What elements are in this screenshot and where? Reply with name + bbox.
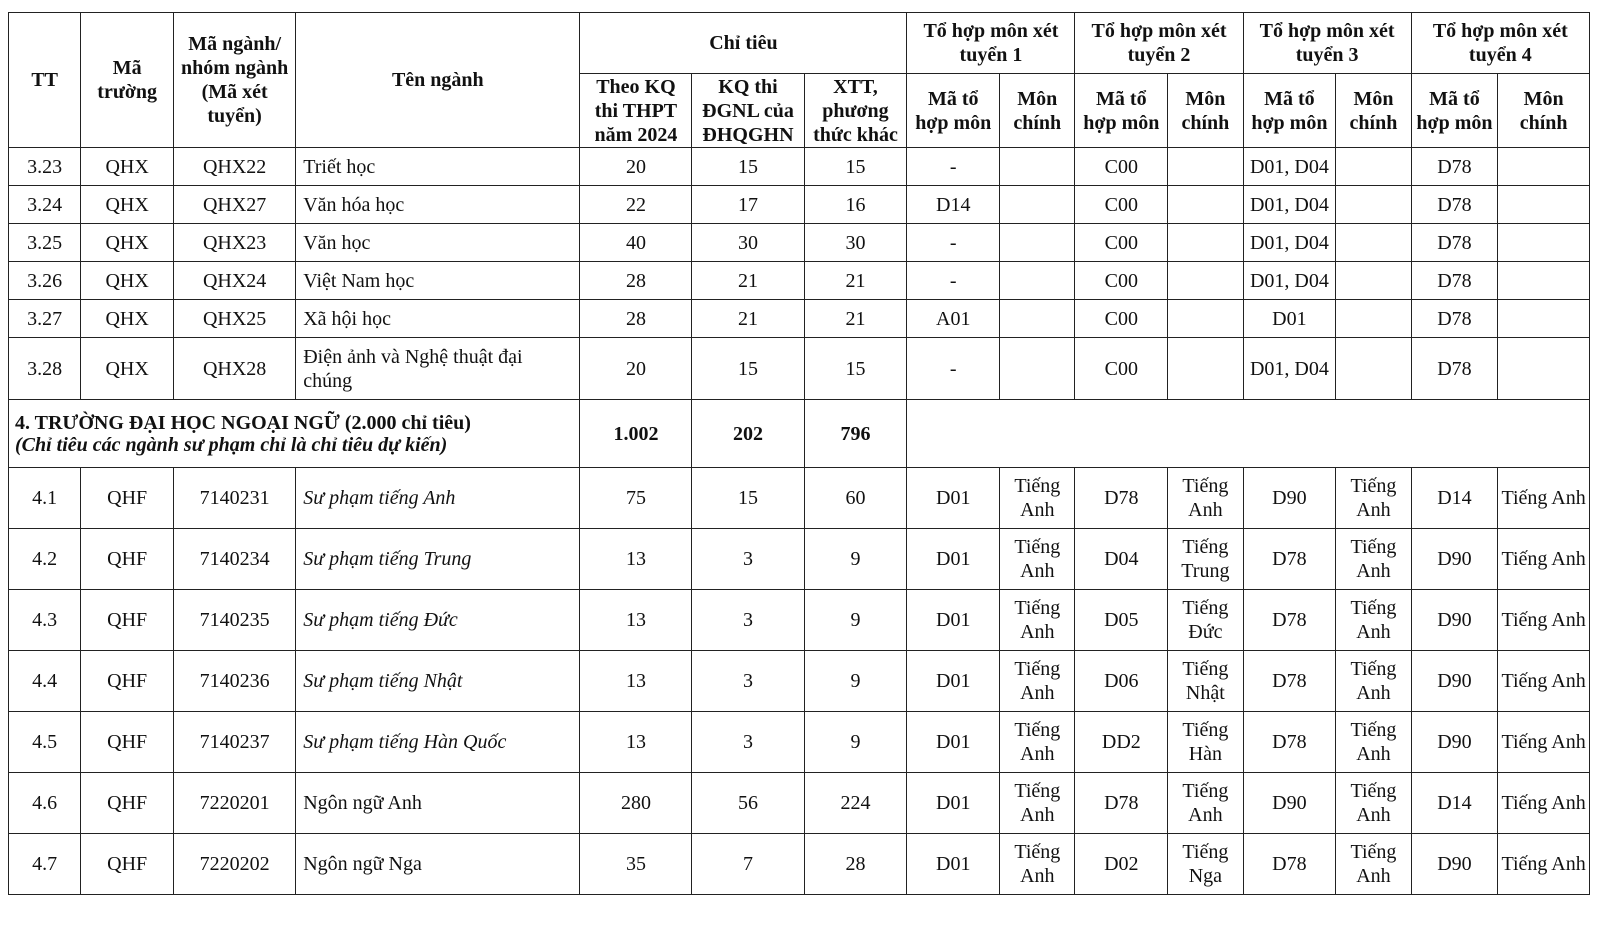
cell-thpt: 280	[580, 773, 692, 834]
cell-thpt: 35	[580, 834, 692, 895]
section-title-cell	[9, 400, 580, 468]
cell-th1: A01	[907, 300, 1000, 338]
cell-xtt: 9	[804, 651, 907, 712]
cell-xtt: 15	[804, 338, 907, 400]
cell-xtt: 21	[804, 300, 907, 338]
cell-mc3	[1336, 148, 1411, 186]
cell-truong: QHF	[81, 529, 174, 590]
cell-thpt: 40	[580, 224, 692, 262]
cell-tt: 3.23	[9, 148, 81, 186]
table-body	[9, 148, 1590, 895]
table-row	[9, 529, 1590, 590]
table-row	[9, 590, 1590, 651]
cell-mc3: Tiếng Anh	[1336, 834, 1411, 895]
cell-ten: Sư phạm tiếng Trung	[296, 529, 580, 590]
cell-ten: Văn học	[296, 224, 580, 262]
cell-th2: C00	[1075, 224, 1168, 262]
cell-mc4	[1498, 224, 1590, 262]
header-mon-chinh-1: Môn chính	[1000, 74, 1075, 148]
cell-thpt: 13	[580, 590, 692, 651]
cell-th2: D06	[1075, 651, 1168, 712]
cell-th3: D90	[1243, 468, 1336, 529]
cell-tt: 4.7	[9, 834, 81, 895]
cell-thpt: 28	[580, 262, 692, 300]
cell-mc4: Tiếng Anh	[1498, 590, 1590, 651]
cell-ma: QHX27	[174, 186, 296, 224]
cell-ten: Sư phạm tiếng Hàn Quốc	[296, 712, 580, 773]
admission-quota-document	[8, 12, 1590, 895]
cell-ma: 7140231	[174, 468, 296, 529]
cell-th2: D04	[1075, 529, 1168, 590]
cell-mc1: Tiếng Anh	[1000, 834, 1075, 895]
cell-th4: D14	[1411, 773, 1498, 834]
cell-mc2	[1168, 224, 1243, 262]
section-empty	[907, 400, 1590, 468]
cell-th2: D05	[1075, 590, 1168, 651]
cell-mc2: Tiếng Anh	[1168, 773, 1243, 834]
cell-mc2	[1168, 262, 1243, 300]
cell-xtt: 9	[804, 712, 907, 773]
cell-dgnl: 15	[692, 468, 804, 529]
cell-th1: -	[907, 262, 1000, 300]
cell-mc3: Tiếng Anh	[1336, 529, 1411, 590]
cell-th3: D78	[1243, 712, 1336, 773]
cell-mc1: Tiếng Anh	[1000, 590, 1075, 651]
cell-ten: Điện ảnh và Nghệ thuật đại chúng	[296, 338, 580, 400]
cell-mc1: Tiếng Anh	[1000, 712, 1075, 773]
cell-th4: D78	[1411, 224, 1498, 262]
cell-mc3	[1336, 338, 1411, 400]
cell-xtt: 21	[804, 262, 907, 300]
cell-ten: Sư phạm tiếng Đức	[296, 590, 580, 651]
cell-tt: 3.28	[9, 338, 81, 400]
cell-th1: D01	[907, 773, 1000, 834]
cell-mc2: Tiếng Nhật	[1168, 651, 1243, 712]
cell-tt: 4.4	[9, 651, 81, 712]
cell-mc1: Tiếng Anh	[1000, 773, 1075, 834]
cell-mc2: Tiếng Anh	[1168, 468, 1243, 529]
cell-tt: 4.5	[9, 712, 81, 773]
cell-ten: Văn hóa học	[296, 186, 580, 224]
cell-ten: Triết học	[296, 148, 580, 186]
table-row	[9, 186, 1590, 224]
cell-th3: D01, D04	[1243, 338, 1336, 400]
cell-truong: QHX	[81, 148, 174, 186]
cell-truong: QHX	[81, 262, 174, 300]
cell-th3: D01, D04	[1243, 148, 1336, 186]
cell-tt: 3.26	[9, 262, 81, 300]
cell-mc4: Tiếng Anh	[1498, 834, 1590, 895]
cell-th2: D78	[1075, 468, 1168, 529]
cell-mc1	[1000, 300, 1075, 338]
cell-ma: QHX28	[174, 338, 296, 400]
cell-th3: D78	[1243, 651, 1336, 712]
cell-th1: -	[907, 224, 1000, 262]
cell-mc2: Tiếng Trung	[1168, 529, 1243, 590]
cell-th1: D14	[907, 186, 1000, 224]
cell-mc3	[1336, 262, 1411, 300]
header-ma-to-hop-4: Mã tổ hợp môn	[1411, 74, 1498, 148]
header-to-hop-2: Tổ hợp môn xét tuyển 2	[1075, 13, 1243, 74]
header-ma-to-hop-1: Mã tổ hợp môn	[907, 74, 1000, 148]
cell-th3: D90	[1243, 773, 1336, 834]
cell-th4: D78	[1411, 186, 1498, 224]
cell-th3: D01, D04	[1243, 186, 1336, 224]
cell-th3: D01, D04	[1243, 262, 1336, 300]
cell-mc1	[1000, 148, 1075, 186]
table-row	[9, 148, 1590, 186]
cell-ma: QHX24	[174, 262, 296, 300]
header-mon-chinh-3: Môn chính	[1336, 74, 1411, 148]
cell-tt: 4.2	[9, 529, 81, 590]
cell-mc1: Tiếng Anh	[1000, 529, 1075, 590]
cell-th1: D01	[907, 468, 1000, 529]
cell-thpt: 20	[580, 338, 692, 400]
cell-ma: QHX25	[174, 300, 296, 338]
header-mon-chinh-2: Môn chính	[1168, 74, 1243, 148]
cell-dgnl: 21	[692, 262, 804, 300]
cell-th2: C00	[1075, 300, 1168, 338]
cell-mc2	[1168, 338, 1243, 400]
cell-th1: D01	[907, 712, 1000, 773]
section-thpt: 1.002	[580, 400, 692, 468]
cell-mc3: Tiếng Anh	[1336, 651, 1411, 712]
cell-thpt: 13	[580, 712, 692, 773]
cell-ma: 7140236	[174, 651, 296, 712]
cell-th3: D01	[1243, 300, 1336, 338]
cell-th1: D01	[907, 651, 1000, 712]
header-tt: TT	[9, 13, 81, 148]
cell-th4: D78	[1411, 262, 1498, 300]
cell-th2: C00	[1075, 148, 1168, 186]
cell-dgnl: 3	[692, 651, 804, 712]
cell-xtt: 30	[804, 224, 907, 262]
cell-xtt: 28	[804, 834, 907, 895]
cell-truong: QHF	[81, 773, 174, 834]
cell-th2: C00	[1075, 262, 1168, 300]
cell-truong: QHX	[81, 300, 174, 338]
cell-tt: 4.6	[9, 773, 81, 834]
cell-truong: QHF	[81, 468, 174, 529]
cell-mc2	[1168, 300, 1243, 338]
table-row	[9, 338, 1590, 400]
cell-xtt: 60	[804, 468, 907, 529]
cell-dgnl: 15	[692, 148, 804, 186]
header-ma-nganh: Mã ngành/ nhóm ngành (Mã xét tuyển)	[174, 13, 296, 148]
cell-ten: Việt Nam học	[296, 262, 580, 300]
cell-ma: QHX22	[174, 148, 296, 186]
cell-mc4: Tiếng Anh	[1498, 529, 1590, 590]
cell-mc3	[1336, 224, 1411, 262]
cell-thpt: 13	[580, 529, 692, 590]
cell-truong: QHF	[81, 712, 174, 773]
cell-xtt: 16	[804, 186, 907, 224]
cell-tt: 3.25	[9, 224, 81, 262]
cell-dgnl: 30	[692, 224, 804, 262]
cell-tt: 3.27	[9, 300, 81, 338]
cell-thpt: 75	[580, 468, 692, 529]
cell-ma: 7140234	[174, 529, 296, 590]
cell-th1: -	[907, 148, 1000, 186]
header-to-hop-3: Tổ hợp môn xét tuyển 3	[1243, 13, 1411, 74]
cell-th2: D78	[1075, 773, 1168, 834]
table-header	[9, 13, 1590, 148]
table-row	[9, 834, 1590, 895]
cell-th2: C00	[1075, 338, 1168, 400]
cell-truong: QHF	[81, 834, 174, 895]
cell-mc4: Tiếng Anh	[1498, 651, 1590, 712]
cell-xtt: 9	[804, 529, 907, 590]
cell-dgnl: 3	[692, 712, 804, 773]
header-ma-to-hop-3: Mã tổ hợp môn	[1243, 74, 1336, 148]
cell-th3: D78	[1243, 529, 1336, 590]
section-xtt: 796	[804, 400, 907, 468]
cell-dgnl: 17	[692, 186, 804, 224]
header-theo-kq-thpt: Theo KQ thi THPT năm 2024	[580, 74, 692, 148]
cell-mc1	[1000, 224, 1075, 262]
cell-mc2: Tiếng Hàn	[1168, 712, 1243, 773]
cell-ma: 7220202	[174, 834, 296, 895]
cell-ten: Sư phạm tiếng Nhật	[296, 651, 580, 712]
cell-th4: D78	[1411, 338, 1498, 400]
cell-mc4	[1498, 262, 1590, 300]
table-row	[9, 468, 1590, 529]
section-note: (Chỉ tiêu các ngành sư phạm chỉ là chỉ tiêu dự kiến)	[15, 433, 448, 456]
section-row	[9, 400, 1590, 468]
cell-th1: -	[907, 338, 1000, 400]
cell-th2: D02	[1075, 834, 1168, 895]
cell-th1: D01	[907, 834, 1000, 895]
cell-ma: 7140237	[174, 712, 296, 773]
header-ma-truong: Mã trường	[81, 13, 174, 148]
cell-truong: QHX	[81, 186, 174, 224]
cell-xtt: 9	[804, 590, 907, 651]
cell-thpt: 20	[580, 148, 692, 186]
cell-ma: QHX23	[174, 224, 296, 262]
header-mon-chinh-4: Môn chính	[1498, 74, 1590, 148]
header-kq-dgnl: KQ thi ĐGNL của ĐHQGHN	[692, 74, 804, 148]
cell-ma: 7220201	[174, 773, 296, 834]
cell-dgnl: 3	[692, 590, 804, 651]
cell-mc2: Tiếng Đức	[1168, 590, 1243, 651]
table-row	[9, 300, 1590, 338]
cell-th3: D01, D04	[1243, 224, 1336, 262]
cell-th1: D01	[907, 529, 1000, 590]
cell-mc4: Tiếng Anh	[1498, 712, 1590, 773]
cell-mc1: Tiếng Anh	[1000, 468, 1075, 529]
cell-mc1	[1000, 262, 1075, 300]
cell-mc4	[1498, 186, 1590, 224]
cell-th4: D90	[1411, 834, 1498, 895]
cell-mc3: Tiếng Anh	[1336, 712, 1411, 773]
cell-tt: 3.24	[9, 186, 81, 224]
cell-mc4	[1498, 148, 1590, 186]
cell-th1: D01	[907, 590, 1000, 651]
cell-thpt: 28	[580, 300, 692, 338]
table-row	[9, 773, 1590, 834]
cell-xtt: 15	[804, 148, 907, 186]
cell-mc2	[1168, 186, 1243, 224]
cell-mc3: Tiếng Anh	[1336, 468, 1411, 529]
cell-th3: D78	[1243, 834, 1336, 895]
cell-th2: DD2	[1075, 712, 1168, 773]
cell-dgnl: 21	[692, 300, 804, 338]
table-row	[9, 262, 1590, 300]
cell-th4: D90	[1411, 712, 1498, 773]
cell-thpt: 13	[580, 651, 692, 712]
section-title: 4. TRƯỜNG ĐẠI HỌC NGOẠI NGỮ (2.000 chỉ tiêu)	[15, 411, 471, 434]
header-to-hop-1: Tổ hợp môn xét tuyển 1	[907, 13, 1075, 74]
cell-mc1	[1000, 338, 1075, 400]
cell-ma: 7140235	[174, 590, 296, 651]
cell-mc3: Tiếng Anh	[1336, 590, 1411, 651]
cell-ten: Ngôn ngữ Nga	[296, 834, 580, 895]
cell-th4: D14	[1411, 468, 1498, 529]
cell-mc2	[1168, 148, 1243, 186]
cell-truong: QHF	[81, 651, 174, 712]
cell-th2: C00	[1075, 186, 1168, 224]
cell-dgnl: 56	[692, 773, 804, 834]
cell-xtt: 224	[804, 773, 907, 834]
cell-mc1	[1000, 186, 1075, 224]
header-to-hop-4: Tổ hợp môn xét tuyển 4	[1411, 13, 1589, 74]
cell-mc4: Tiếng Anh	[1498, 468, 1590, 529]
cell-tt: 4.1	[9, 468, 81, 529]
cell-th4: D90	[1411, 651, 1498, 712]
cell-ten: Sư phạm tiếng Anh	[296, 468, 580, 529]
table-row	[9, 651, 1590, 712]
cell-truong: QHF	[81, 590, 174, 651]
cell-th4: D90	[1411, 529, 1498, 590]
header-ma-to-hop-2: Mã tổ hợp môn	[1075, 74, 1168, 148]
cell-mc4	[1498, 300, 1590, 338]
cell-mc3	[1336, 300, 1411, 338]
header-ten-nganh: Tên ngành	[296, 13, 580, 148]
cell-ten: Ngôn ngữ Anh	[296, 773, 580, 834]
section-dgnl: 202	[692, 400, 804, 468]
cell-dgnl: 7	[692, 834, 804, 895]
cell-truong: QHX	[81, 224, 174, 262]
cell-tt: 4.3	[9, 590, 81, 651]
cell-th3: D78	[1243, 590, 1336, 651]
cell-thpt: 22	[580, 186, 692, 224]
cell-th4: D78	[1411, 300, 1498, 338]
cell-th4: D78	[1411, 148, 1498, 186]
table-row	[9, 224, 1590, 262]
cell-ten: Xã hội học	[296, 300, 580, 338]
header-xtt: XTT, phương thức khác	[804, 74, 907, 148]
cell-th4: D90	[1411, 590, 1498, 651]
cell-mc3: Tiếng Anh	[1336, 773, 1411, 834]
cell-mc4	[1498, 338, 1590, 400]
cell-mc3	[1336, 186, 1411, 224]
cell-dgnl: 15	[692, 338, 804, 400]
admission-table	[8, 12, 1590, 895]
cell-mc1: Tiếng Anh	[1000, 651, 1075, 712]
table-row	[9, 712, 1590, 773]
cell-truong: QHX	[81, 338, 174, 400]
cell-mc4: Tiếng Anh	[1498, 773, 1590, 834]
header-chi-tieu: Chỉ tiêu	[580, 13, 907, 74]
cell-dgnl: 3	[692, 529, 804, 590]
cell-mc2: Tiếng Nga	[1168, 834, 1243, 895]
